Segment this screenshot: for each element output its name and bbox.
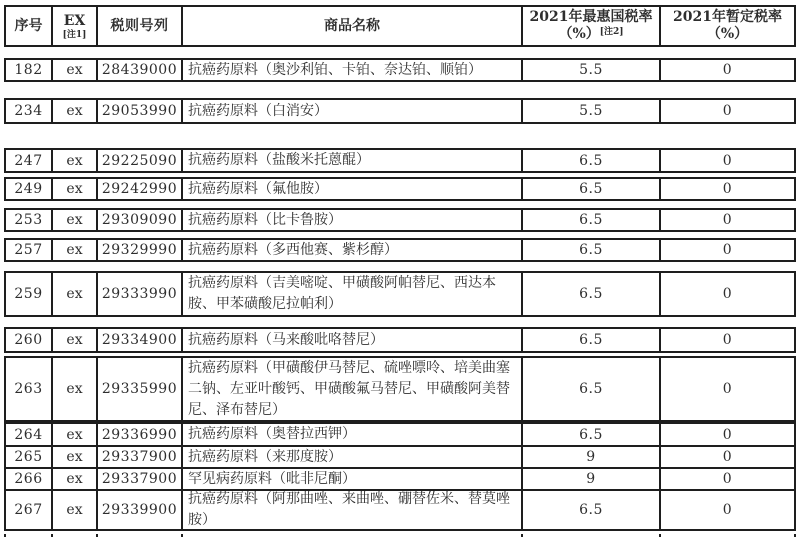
table-row — [4, 177, 796, 201]
header-seq-label: 序号 — [14, 17, 43, 34]
row-temp: 0 — [722, 471, 733, 487]
row-mfn: 6.5 — [523, 150, 661, 171]
row-name: 抗癌药原料（奥替拉西钾） — [183, 424, 523, 445]
row-name: 抗癌药原料（盐酸米托蒽醌） — [183, 150, 523, 171]
row-ex: ex — [53, 469, 98, 489]
row-name: 罕见病药原料（吡非尼酮） — [183, 469, 523, 489]
row-temp: 0 — [722, 426, 733, 443]
row-ex: ex — [53, 179, 98, 199]
row-seq: 234 — [6, 100, 53, 122]
row-name: 抗癌药原料（来那度胺） — [183, 447, 523, 467]
row-code: 29336990 — [98, 424, 183, 445]
row-ex: ex — [53, 447, 98, 467]
table-row — [4, 422, 796, 447]
table-row — [4, 148, 796, 173]
row-mfn: 5.5 — [523, 100, 661, 122]
row-name: 抗癌药原料（阿那曲唑、来曲唑、硼替佐米、替莫唑胺） — [183, 491, 523, 529]
table-row — [4, 356, 796, 422]
row-seq: 260 — [6, 329, 53, 351]
row-name: 抗癌药原料（多西他赛、紫杉醇） — [183, 240, 523, 260]
row-seq: 263 — [6, 358, 53, 420]
row-mfn: 6.5 — [523, 424, 661, 445]
row-code: 29337900 — [98, 469, 183, 489]
table-row — [4, 327, 796, 353]
header-name-label: 商品名称 — [324, 17, 380, 34]
row-temp: 0 — [722, 212, 733, 228]
header-ex-label: EX — [63, 12, 86, 29]
row-code: 29242990 — [98, 179, 183, 199]
row-code: 29333990 — [98, 273, 183, 315]
row-seq: 265 — [6, 447, 53, 467]
table-row — [4, 238, 796, 262]
row-mfn: 6.5 — [523, 240, 661, 260]
row-name: 抗癌药原料（氟他胺） — [183, 179, 523, 199]
row-name: 抗癌药原料（马来酸吡咯替尼） — [183, 329, 523, 351]
header-temp-line2: （%） — [706, 26, 749, 42]
row-code: 29309090 — [98, 210, 183, 230]
row-ex: ex — [53, 60, 98, 80]
row-ex: ex — [53, 424, 98, 445]
row-ex: ex — [53, 150, 98, 171]
row-ex: ex — [53, 273, 98, 315]
row-name: 抗癌药原料（白消安） — [183, 100, 523, 122]
row-seq: 264 — [6, 424, 53, 445]
row-ex: ex — [53, 240, 98, 260]
row-temp: 0 — [722, 242, 733, 258]
row-seq: 259 — [6, 273, 53, 315]
row-ex: ex — [53, 329, 98, 351]
row-code: 28439000 — [98, 60, 183, 80]
header-ex — [53, 7, 98, 45]
header-name — [183, 7, 523, 45]
table-row — [4, 271, 796, 317]
row-seq: 266 — [6, 469, 53, 489]
header-mfn-line1: 2021年最惠国税率 — [529, 9, 653, 25]
header-ex-note: [注1] — [62, 29, 87, 40]
header-mfn-line2: （%） — [558, 26, 600, 42]
row-temp: 0 — [722, 152, 733, 169]
row-temp: 0 — [722, 62, 733, 78]
table-row — [4, 489, 796, 531]
row-name: 抗癌药原料（吉美嘧啶、甲磺酸阿帕替尼、西达本胺、甲苯磺酸尼拉帕利） — [183, 273, 523, 315]
row-temp: 0 — [722, 103, 733, 119]
table-row — [4, 208, 796, 232]
row-seq: 267 — [6, 491, 53, 529]
row-code: 29337900 — [98, 447, 183, 467]
row-mfn: 6.5 — [523, 329, 661, 351]
row-name: 抗癌药原料（奥沙利铂、卡铂、奈达铂、顺铂） — [183, 60, 523, 80]
row-seq: 253 — [6, 210, 53, 230]
row-name: 抗癌药原料（比卡鲁胺） — [183, 210, 523, 230]
row-mfn: 6.5 — [523, 358, 661, 420]
header-seq — [6, 7, 53, 45]
row-seq: 182 — [6, 60, 53, 80]
row-temp: 0 — [722, 286, 733, 302]
row-seq: 257 — [6, 240, 53, 260]
table-row — [4, 445, 796, 469]
table-row — [4, 467, 796, 491]
header-temp-line1: 2021年暂定税率 — [673, 9, 782, 25]
row-temp: 0 — [722, 181, 733, 197]
row-seq: 249 — [6, 179, 53, 199]
row-seq: 247 — [6, 150, 53, 171]
table-row — [4, 98, 796, 124]
row-ex: ex — [53, 491, 98, 529]
header-temp — [661, 7, 794, 45]
header-mfn-note: [注2] — [599, 27, 624, 37]
row-code: 29053990 — [98, 100, 183, 122]
header-code — [98, 7, 183, 45]
row-mfn: 6.5 — [523, 179, 661, 199]
table-header-row — [4, 5, 796, 47]
row-code: 29329990 — [98, 240, 183, 260]
row-temp: 0 — [722, 332, 733, 348]
row-ex: ex — [53, 100, 98, 122]
row-temp: 0 — [722, 502, 733, 518]
header-code-label: 税则号列 — [110, 17, 169, 34]
header-mfn — [523, 7, 661, 45]
row-temp: 0 — [722, 381, 733, 397]
row-mfn: 9 — [523, 447, 661, 467]
table-row — [4, 58, 796, 82]
row-code: 29225090 — [98, 150, 183, 171]
row-mfn: 6.5 — [523, 210, 661, 230]
row-code: 29334900 — [98, 329, 183, 351]
row-mfn: 6.5 — [523, 273, 661, 315]
row-code: 29339900 — [98, 491, 183, 529]
row-code: 29335990 — [98, 358, 183, 420]
row-mfn: 6.5 — [523, 491, 661, 529]
row-ex: ex — [53, 358, 98, 420]
row-mfn: 5.5 — [523, 60, 661, 80]
row-ex: ex — [53, 210, 98, 230]
row-mfn: 9 — [523, 469, 661, 489]
row-temp: 0 — [722, 449, 733, 465]
row-name: 抗癌药原料（甲磺酸伊马替尼、硫唑嘌呤、培美曲塞二钠、左亚叶酸钙、甲磺酸氟马替尼、甲磺酸阿美替尼、泽布替尼） — [183, 358, 523, 420]
header-mfn-line2-wrap — [558, 26, 623, 43]
